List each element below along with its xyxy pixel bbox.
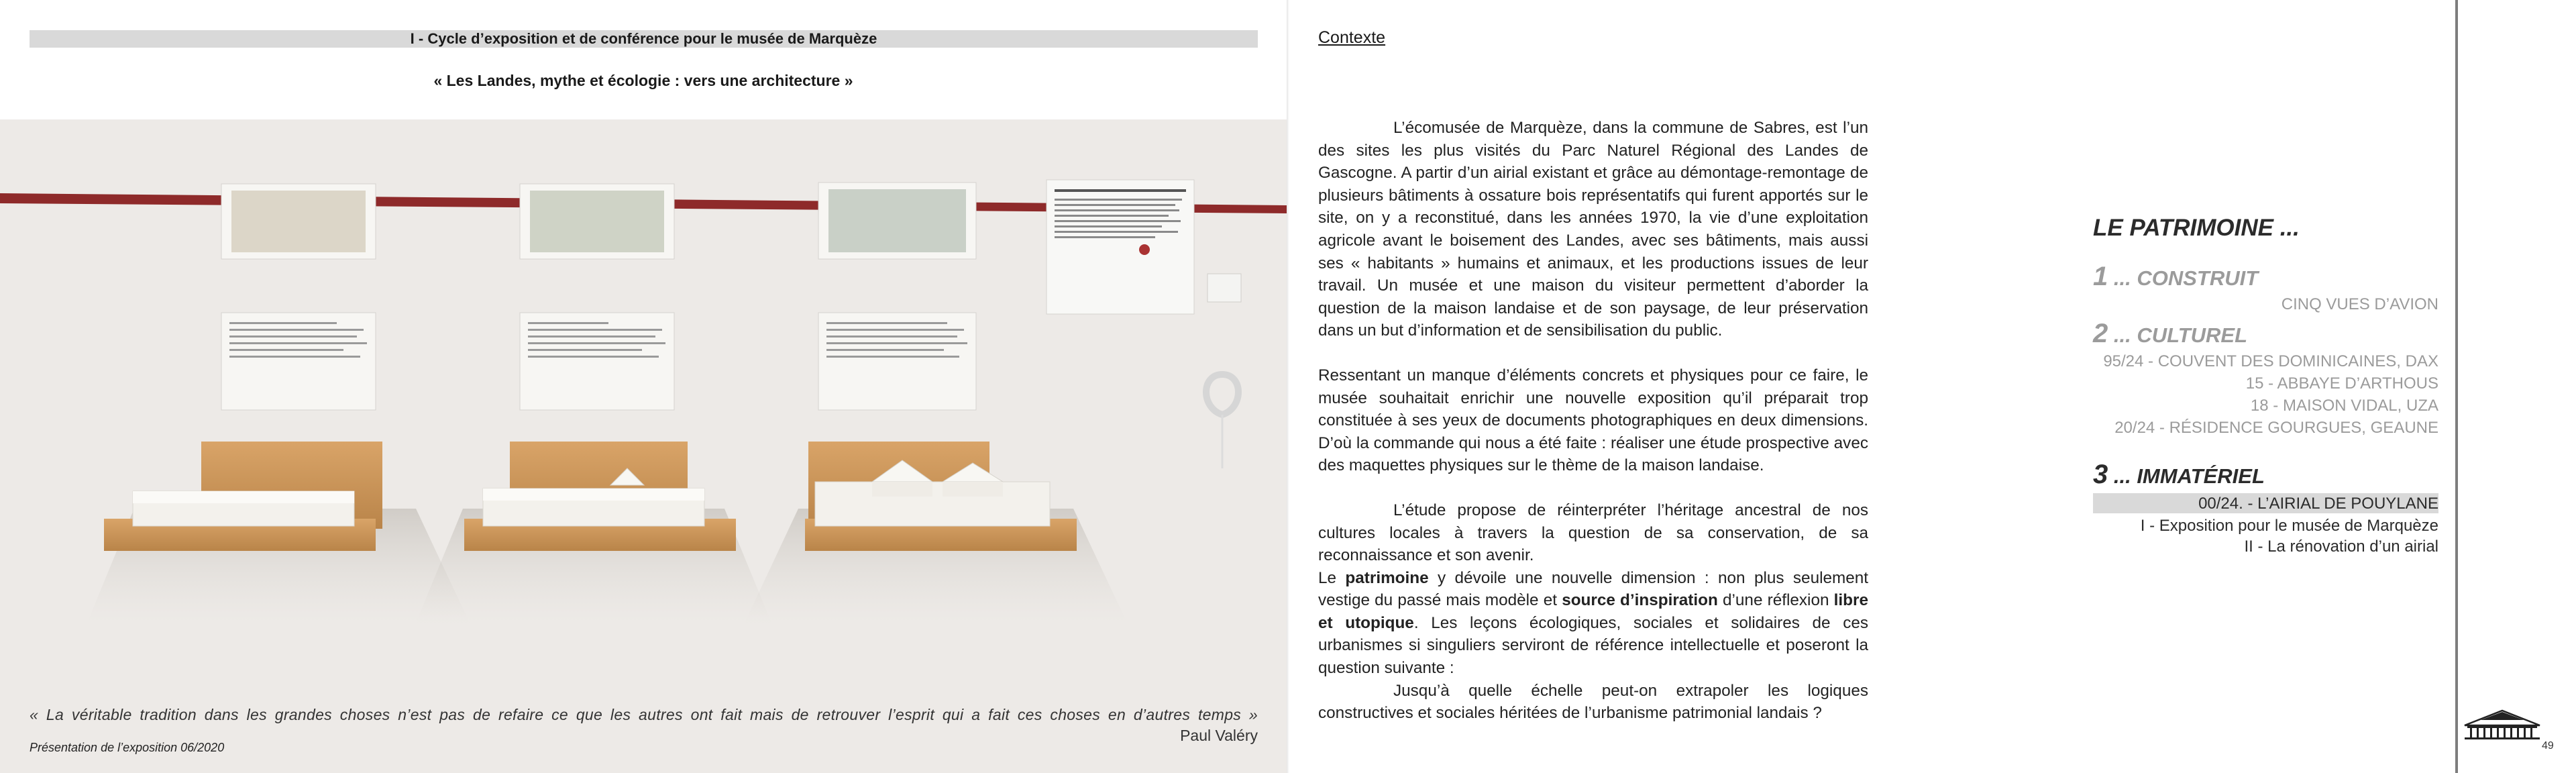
paragraph-2 <box>1318 364 1868 477</box>
exhibition-subtitle: « Les Landes, mythe et écologie : vers une architecture » <box>433 72 853 89</box>
keyword-libre-utopique: libre et utopique <box>1318 591 1868 632</box>
quote-author: Paul Valéry <box>1180 727 1258 744</box>
wall-switch <box>1208 274 1241 302</box>
toc-item[interactable]: CINQ VUES D’AVION <box>2281 295 2438 313</box>
toc-item-current[interactable]: 00/24. - L’AIRIAL DE POUYLANE <box>2198 495 2438 513</box>
toc-category-label: ... CULTUREL <box>2108 323 2248 347</box>
toc-item[interactable]: 18 - MAISON VIDAL, UZA <box>2250 397 2438 415</box>
body-text <box>1318 117 1868 725</box>
toc-category-label: ... IMMATÉRIEL <box>2108 464 2265 488</box>
left-page <box>0 0 1287 773</box>
toc-category-immateriel[interactable] <box>2093 460 2265 490</box>
paragraph-1-text: L’écomusée de Marquèze, dans la commune de Sabres, est l’un des sites les plus visités du Parc Naturel Régional des Landes de Gascogne. A partir d’un airial existant et grâce au démontage-remontage de plusieurs bâtiments à ossature bois représentatifs qui furent apportés sur le site, on y a reconstitué, dans les années 1970, la vie d’une exploitation agricole avant le boisement des Landes, avec ses bâtiments, mais aussi ses « habitants » humains et animaux, et les productions issues de leur travail. Un musée et une maison du visiteur permettent d’aborder la question de la maison landaise et de son paysage, de leur préservation dans un but d’information et de sensibilisation du public. <box>1318 119 1868 340</box>
exhibition-title: I - Cycle d’exposition et de conférence pour le musée de Marquèze <box>30 30 1258 48</box>
paragraph-1 <box>1318 117 1868 342</box>
photo-caption: Présentation de l’exposition 06/2020 <box>30 741 225 754</box>
toc-heading: LE PATRIMOINE ... <box>2093 215 2300 241</box>
paragraph-2-text: Ressentant un manque d’éléments concrets et physiques pour ce faire, le musée souhaitait enrichir une nouvelle exposition qu’il préparait trop constituée à ses yeux de documents photographiques en deux dimensions. D’où la commande qui nous a été faite : réaliser une étude prospective avec des maquettes physiques sur le thème de la maison landaise. <box>1318 366 1868 475</box>
margin-rule <box>2455 0 2458 773</box>
paragraph-4-text-a: Le <box>1318 568 1346 587</box>
toc-category-number: 2 <box>2093 319 2108 348</box>
paragraph-4 <box>1318 567 1868 680</box>
paragraph-3-text: L’étude propose de réinterpréter l’héritage ancestral de nos cultures locales à travers la question de sa conservation, de sa reconnaissance et son avenir. <box>1318 501 1868 565</box>
text-panels <box>221 313 976 410</box>
page-number: 49 <box>2542 740 2554 752</box>
toc-category-construit[interactable] <box>2093 262 2258 292</box>
toc-category-culturel[interactable] <box>2093 319 2247 349</box>
toc-category-number: 3 <box>2093 460 2108 489</box>
toc-category-label: ... CONSTRUIT <box>2108 266 2259 290</box>
paragraph-5-text: Jusqu’à quelle échelle peut-on extrapoler les logiques constructives et sociales héritées de l’urbanisme patrimonial landais ? <box>1318 681 1868 723</box>
paragraph-3 <box>1318 499 1868 567</box>
exhibition-photo <box>0 119 1287 773</box>
toc-category-number: 1 <box>2093 262 2108 291</box>
keyword-patrimoine: patrimoine <box>1345 568 1429 587</box>
landaise-house-icon <box>2462 708 2542 740</box>
quote-text: « La véritable tradition dans les grandes choses n’est pas de refaire ce que les autres ont fait mais de retrouver l’esprit qui a fait ces choses en d’autres temps » <box>30 706 1258 723</box>
paragraph-4-text-e: . Les leçons écologiques, sociales et solidaires de ces urbanismes si singuliers serviront de référence intellectuelle et poseront la question suivante : <box>1318 613 1869 678</box>
keyword-source-inspiration: source d’inspiration <box>1562 591 1718 610</box>
toc-item[interactable]: 95/24 - COUVENT DES DOMINICAINES, DAX <box>2103 352 2438 370</box>
paragraph-4-text-d: d’une réflexion <box>1717 591 1834 610</box>
toc-item[interactable]: II - La rénovation d’un airial <box>2244 537 2438 556</box>
exhibition-photo-illustration <box>0 119 1287 773</box>
paragraph-5 <box>1318 680 1868 725</box>
toc-item[interactable]: 20/24 - RÉSIDENCE GOURGUES, GEAUNE <box>2114 419 2438 437</box>
model-shelves <box>87 442 1127 623</box>
toc-item[interactable]: 15 - ABBAYE D’ARTHOUS <box>2245 374 2438 393</box>
page-divider <box>1287 0 1289 773</box>
section-title: Contexte <box>1318 28 1386 47</box>
paragraph-4-text-c: y dévoile une nouvelle dimension : non plus seulement vestige du passé mais modèle et <box>1318 568 1869 610</box>
toc-item[interactable]: I - Exposition pour le musée de Marquèze <box>2140 517 2438 535</box>
